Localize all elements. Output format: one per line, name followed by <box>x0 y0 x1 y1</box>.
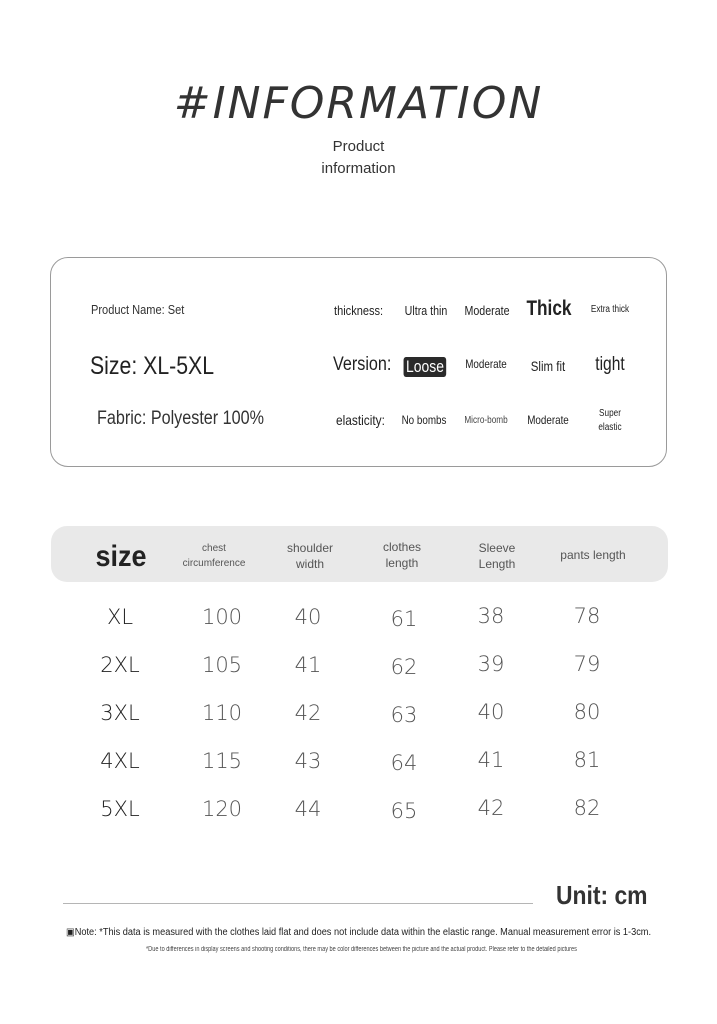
row-chest: 120 <box>201 797 243 821</box>
row-shoulder: 44 <box>294 797 322 821</box>
elasticity-option-no-bombs: No bombs <box>401 413 447 427</box>
version-option-slim-fit: Slim fit <box>530 358 566 374</box>
row-chest: 100 <box>201 605 243 629</box>
row-chest: 105 <box>201 653 243 677</box>
elasticity-option-super-elastic: Super elastic <box>598 408 622 433</box>
thickness-label: thickness: <box>334 303 384 318</box>
thickness-option-ultra-thin: Ultra thin <box>404 303 448 318</box>
row-sleeve-length: 38 <box>477 604 505 628</box>
row-shoulder: 42 <box>294 701 322 725</box>
version-option-moderate: Moderate <box>465 357 507 371</box>
row-size: 3XL <box>100 701 140 725</box>
elasticity-option-micro-bomb: Micro-bomb <box>464 415 508 426</box>
header-size: size <box>95 540 147 573</box>
header-clothes-length: clothes length <box>382 540 422 570</box>
row-sleeve-length: 40 <box>477 700 505 724</box>
version-label: Version: <box>333 354 392 375</box>
row-clothes-length: 64 <box>390 751 418 775</box>
row-pants-length: 79 <box>573 652 601 676</box>
row-clothes-length: 63 <box>390 703 418 727</box>
row-pants-length: 78 <box>573 604 601 628</box>
row-sleeve-length: 39 <box>477 652 505 676</box>
row-pants-length: 82 <box>573 796 601 820</box>
row-shoulder: 41 <box>294 653 322 677</box>
row-clothes-length: 65 <box>390 799 418 823</box>
row-size: 4XL <box>100 749 140 773</box>
row-sleeve-length: 42 <box>477 796 505 820</box>
thickness-option-thick: Thick <box>526 297 572 320</box>
unit-label: Unit: cm <box>556 880 648 910</box>
version-option-loose: Loose <box>404 357 447 377</box>
thickness-option-extra-thick: Extra thick <box>590 304 630 315</box>
size-range: Size: XL-5XL <box>90 352 215 380</box>
row-clothes-length: 61 <box>390 607 418 631</box>
row-clothes-length: 62 <box>390 655 418 679</box>
subtitle-line-2: information <box>321 160 396 177</box>
divider <box>63 903 533 904</box>
row-size: XL <box>106 605 134 629</box>
row-shoulder: 43 <box>294 749 322 773</box>
row-pants-length: 80 <box>573 700 601 724</box>
row-size: 5XL <box>100 797 140 821</box>
row-pants-length: 81 <box>573 748 601 772</box>
row-shoulder: 40 <box>294 605 322 629</box>
subtitle-line-1: Product <box>332 138 385 155</box>
version-option-tight: tight <box>595 354 625 375</box>
elasticity-option-moderate: Moderate <box>527 413 569 427</box>
header-pants-length: pants length <box>560 548 626 562</box>
header-shoulder-width: shoulder width <box>286 541 334 571</box>
elasticity-label: elasticity: <box>336 412 385 428</box>
row-size: 2XL <box>100 653 140 677</box>
color-disclaimer: *Due to differences in display screens and shooting conditions, there may be color differences between the picture and the actual product. Please refer to the detailed pictures <box>146 946 577 953</box>
row-sleeve-length: 41 <box>477 748 505 772</box>
header-sleeve-length: Sleeve Length <box>478 541 516 571</box>
fabric: Fabric: Polyester 100% <box>97 408 264 429</box>
thickness-option-moderate: Moderate <box>464 303 510 318</box>
measurement-note: ▣Note: *This data is measured with the clothes laid flat and does not include data within the elastic range. Manual measurement error is 1-3cm. <box>66 927 652 938</box>
row-chest: 115 <box>201 749 243 773</box>
product-name: Product Name: Set <box>91 302 185 317</box>
page-subtitle <box>0 136 717 180</box>
page-title: #INFORMATION <box>173 78 544 129</box>
row-chest: 110 <box>201 701 243 725</box>
header-chest-circumference: chest circumference <box>182 543 246 569</box>
